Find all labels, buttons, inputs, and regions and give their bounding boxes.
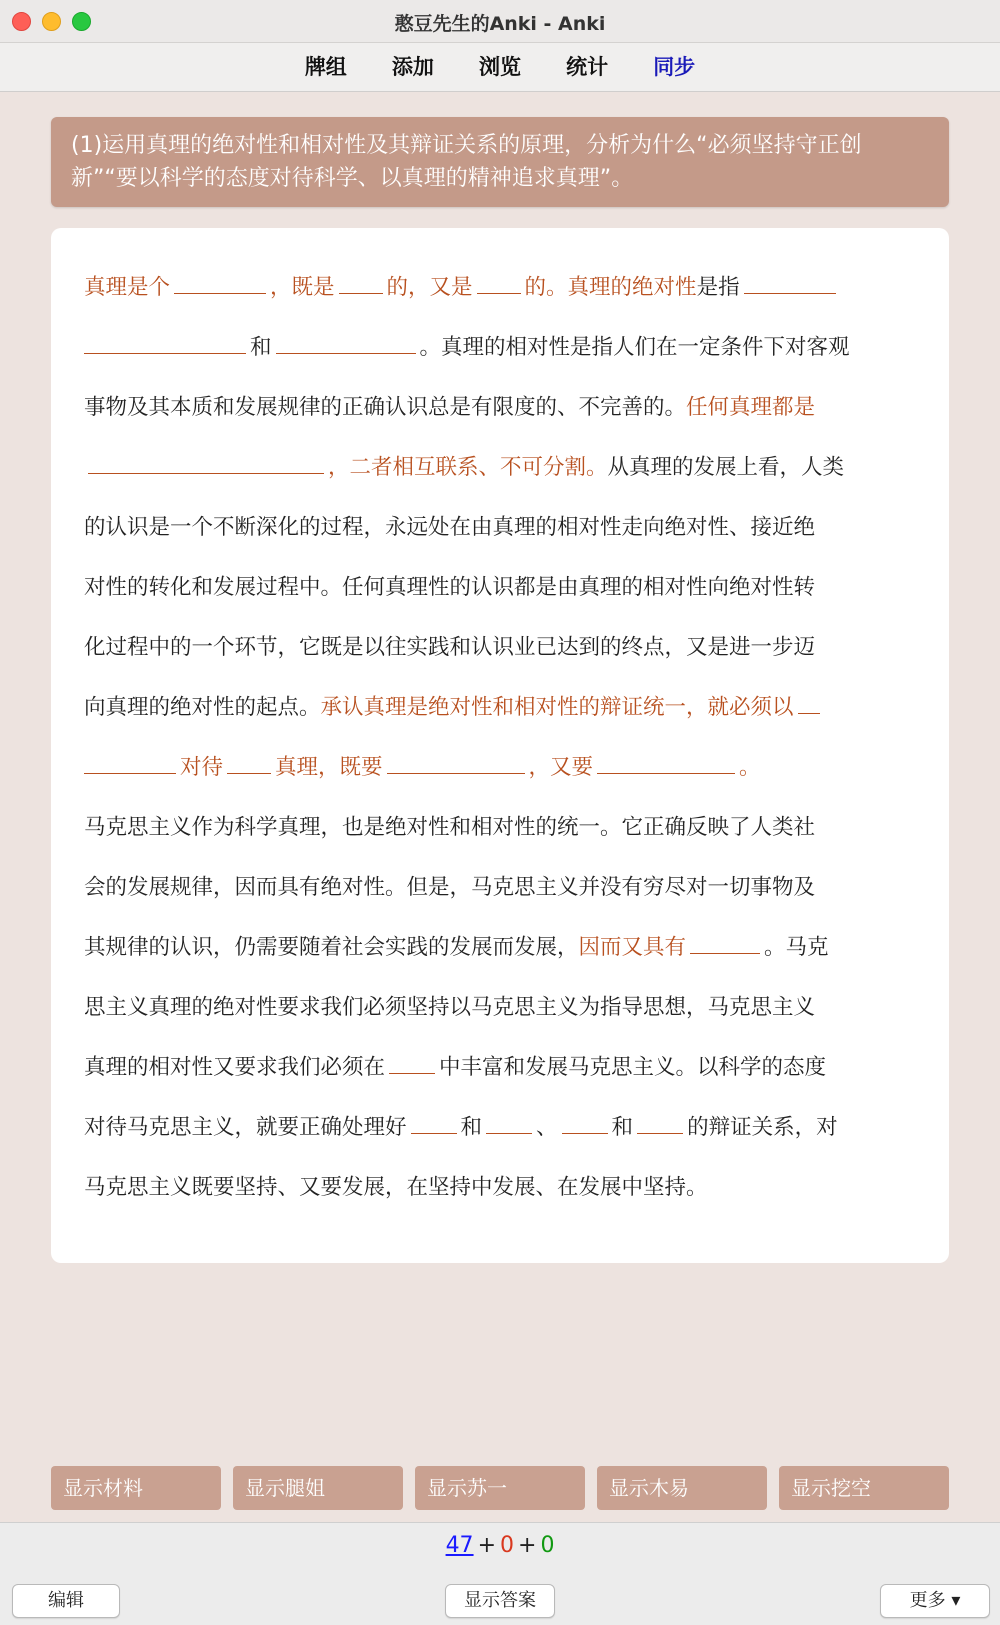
cloze-blank xyxy=(637,1105,683,1134)
card-text: 。马克 xyxy=(764,935,829,960)
card-text: ，二者相互联系、不可分割。 xyxy=(328,455,608,480)
question-line-1: (1)运用真理的绝对性和相对性及其辩证关系的原理，分析为什么“必须坚持守正创 xyxy=(71,133,862,158)
menu-stats[interactable]: 统计 xyxy=(566,55,609,79)
card-line: 思主义真理的绝对性要求我们必须坚持以马克思主义为指导思想，马克思主义 xyxy=(84,995,816,1020)
question-header xyxy=(51,117,949,207)
card-line xyxy=(84,258,916,318)
card-line xyxy=(84,738,916,798)
plus-sign: + xyxy=(518,1533,537,1558)
top-menu xyxy=(0,43,1000,92)
card-text: 的辩证关系，对 xyxy=(687,1115,838,1140)
card-line: 化过程中的一个环节，它既是以往实践和认识业已达到的终点，又是进一步迈 xyxy=(84,635,816,660)
card-line: 的认识是一个不断深化的过程，永远处在由真理的相对性走向绝对性、接近绝 xyxy=(84,515,816,540)
cloze-blank xyxy=(88,445,324,474)
menu-decks[interactable]: 牌组 xyxy=(304,55,347,79)
card-text: 的，又是 xyxy=(386,275,473,300)
cloze-blank xyxy=(486,1105,532,1134)
show-suyi-button[interactable]: 显示苏一 xyxy=(415,1466,585,1510)
edit-button[interactable]: 编辑 xyxy=(12,1584,120,1618)
cloze-blank xyxy=(84,325,246,354)
card-text: 和 xyxy=(460,1115,483,1140)
card-text: ，又要 xyxy=(528,755,594,780)
card-text: 是指 xyxy=(696,275,740,300)
cloze-blank xyxy=(84,745,176,774)
card-text: 真理，既要 xyxy=(275,755,383,780)
card-text: 。 xyxy=(739,755,761,780)
cloze-blank xyxy=(690,925,760,954)
card-text: ，既是 xyxy=(270,275,335,300)
card-line xyxy=(84,438,916,498)
card-text: 其规律的认识，仍需要随着社会实践的发展而发展， xyxy=(84,935,579,960)
cloze-blank xyxy=(389,1045,435,1074)
learn-count: 0 xyxy=(500,1533,514,1558)
cloze-blank xyxy=(597,745,735,774)
show-muyi-button[interactable]: 显示木易 xyxy=(597,1466,767,1510)
menu-sync[interactable]: 同步 xyxy=(653,55,696,79)
card-line: 会的发展规律，因而具有绝对性。但是，马克思主义并没有穷尽对一切事物及 xyxy=(84,875,816,900)
card-content xyxy=(51,228,949,1263)
card-text: 对待 xyxy=(180,755,224,780)
menu-browse[interactable]: 浏览 xyxy=(479,55,521,79)
card-text: 真理的相对性又要求我们必须在 xyxy=(84,1055,386,1080)
card-line: 马克思主义既要坚持、又要发展，在坚持中发展、在发展中坚持。 xyxy=(84,1175,708,1200)
new-count[interactable]: 47 xyxy=(445,1533,474,1558)
card-text: 因而又具有 xyxy=(578,935,687,960)
due-counts xyxy=(0,1533,1000,1558)
card-text: 中丰富和发展马克思主义。以科学的态度 xyxy=(439,1055,827,1080)
more-button[interactable]: 更多 ▾ xyxy=(880,1584,990,1618)
cloze-blank xyxy=(276,325,416,354)
card-text: 和 xyxy=(611,1115,634,1140)
card-text: 任何真理都是 xyxy=(686,395,816,420)
show-tuijie-button[interactable]: 显示腿姐 xyxy=(233,1466,403,1510)
cloze-blank xyxy=(477,265,521,294)
card-text: 从真理的发展上看，人类 xyxy=(607,455,845,480)
card-line xyxy=(84,1038,916,1098)
card-line xyxy=(84,678,916,738)
show-cloze-button[interactable]: 显示挖空 xyxy=(779,1466,949,1510)
card-line: 对性的转化和发展过程中。任何真理性的认识都是由真理的相对性向绝对性转 xyxy=(84,575,816,600)
card-line xyxy=(84,318,916,378)
card-text: 承认真理是绝对性和相对性的辩证统一，就必须以 xyxy=(320,695,794,720)
cloze-blank xyxy=(339,265,383,294)
plus-sign: + xyxy=(477,1533,496,1558)
card-text: 、 xyxy=(536,1115,558,1140)
card-text: 的。真理的绝对性 xyxy=(524,275,697,300)
cloze-blank xyxy=(227,745,271,774)
card-text: 。真理的相对性是指人们在一定条件下对客观 xyxy=(419,335,850,360)
cloze-blank xyxy=(562,1105,608,1134)
cloze-blank xyxy=(798,685,820,714)
menu-add[interactable]: 添加 xyxy=(391,55,434,79)
card-line xyxy=(84,918,916,978)
review-count: 0 xyxy=(540,1533,555,1558)
cloze-blank xyxy=(174,265,266,294)
title-bar xyxy=(0,0,1000,43)
cloze-blank xyxy=(387,745,525,774)
cloze-blank xyxy=(411,1105,457,1134)
card-line: 马克思主义作为科学真理，也是绝对性和相对性的统一。它正确反映了人类社 xyxy=(84,815,816,840)
card-text: 事物及其本质和发展规律的正确认识总是有限度的、不完善的。 xyxy=(84,395,687,420)
reveal-button-row xyxy=(51,1466,949,1510)
show-answer-button[interactable]: 显示答案 xyxy=(445,1584,555,1618)
question-line-2: 新”“要以科学的态度对待科学、以真理的精神追求真理”。 xyxy=(71,166,634,191)
card-text: 对待马克思主义，就要正确处理好 xyxy=(84,1115,407,1140)
cloze-blank xyxy=(744,265,836,294)
show-material-button[interactable]: 显示材料 xyxy=(51,1466,221,1510)
card-text: 向真理的绝对性的起点。 xyxy=(84,695,321,720)
card-text: 和 xyxy=(250,335,272,360)
window-title: 憨豆先生的Anki - Anki xyxy=(394,13,606,35)
card-line xyxy=(84,378,916,438)
card-line xyxy=(84,1098,916,1158)
card-text: 真理是个 xyxy=(84,275,171,300)
